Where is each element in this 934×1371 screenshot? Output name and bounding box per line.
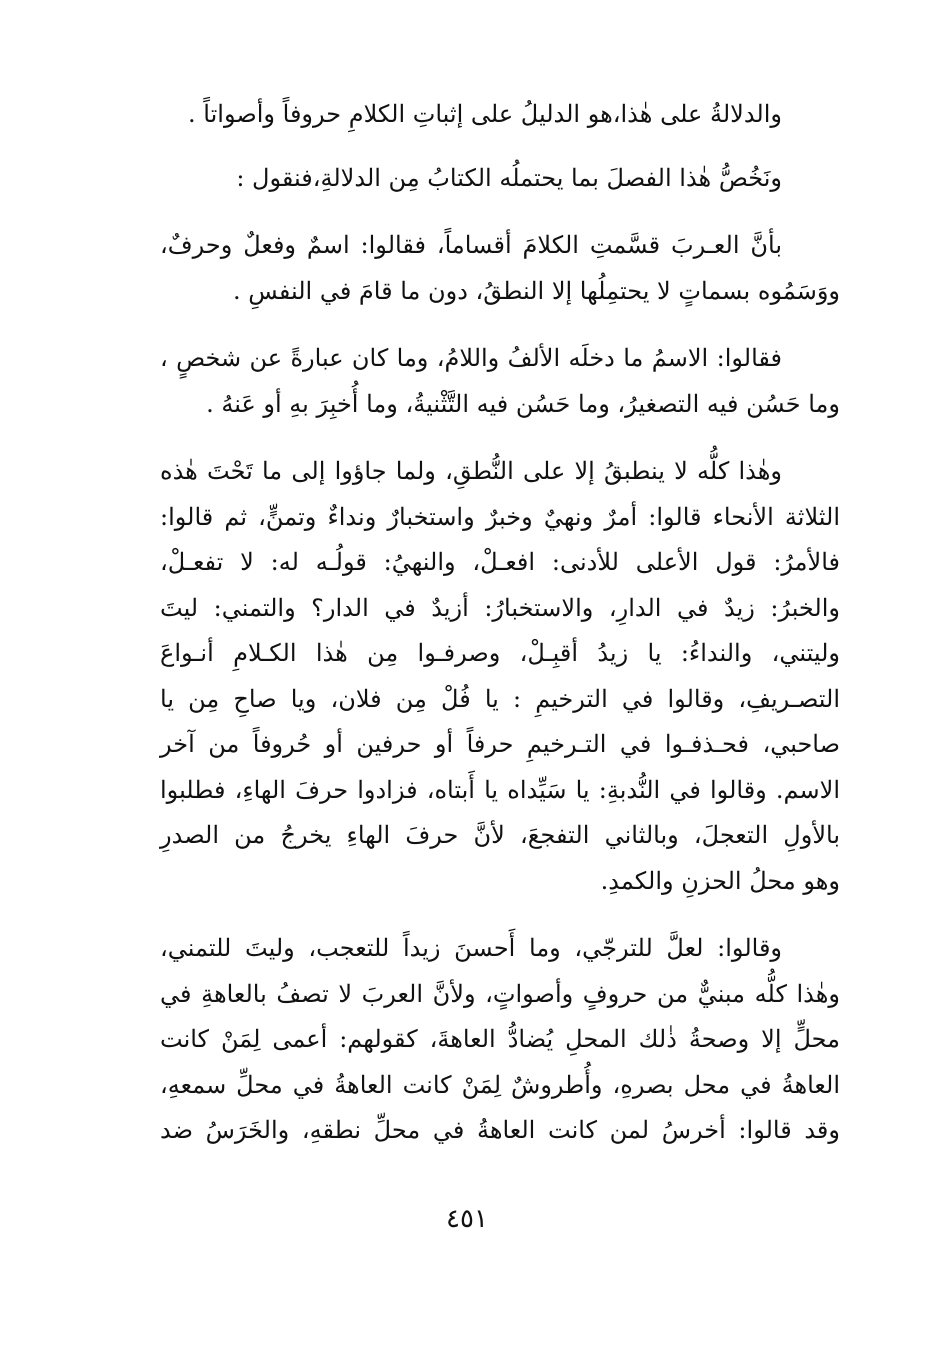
page-body-text (160, 92, 840, 1176)
text-line: بأنَّ العـربَ قسَّمتِ الكلامَ أقساماً، فقالوا: اسمٌ وفعلٌ وحرفٌ، (160, 231, 782, 259)
text-line: وقالوا: لعلَّ للترجّي، وما أَحسنَ زيداً للتعجب، وليتَ للتمني، (160, 934, 782, 962)
text-line: فالأمرُ: قول الأعلى للأدنى: افعـلْ، والنهيُ: قولُـه له: لا تفعـلْ، (160, 548, 840, 576)
page-number: ٤٥١ (446, 1204, 488, 1234)
text-line: محلٍّ إلا وصحةُ ذٰلك المحلِ يُضادُّ العاهةَ، كقولهم: أعمى لِمَنْ كانت (160, 1025, 840, 1053)
text-line: وهو محلُ الحزنِ والكمدِ. (600, 866, 840, 895)
paragraph (160, 92, 840, 138)
text-line: صاحبي، فحـذفـوا في التـرخيمِ حرفاً أو حرفين أو حُروفاً من آخر (160, 730, 840, 758)
paragraph (160, 336, 840, 427)
paragraph (160, 449, 840, 904)
text-line: وليتني، والنداءُ: يا زيدُ أقبِـلْ، وصرفـوا مِن هٰذا الكـلامِ أنـواعَ (160, 639, 840, 667)
text-line: التصـريفِ، وقالوا في الترخيمِ : يا فُلْ مِن فلان، ويا صاحِ مِن يا (160, 684, 840, 713)
text-line: ونَخُصُّ هٰذا الفصلَ بما يحتملُه الكتابُ مِن الدلالةِ،فنقول : (236, 163, 782, 192)
text-line: الاسم. وقالوا في النُّدبةِ: يا سَيِّداه يا أَبتاه، فزادوا حرفَ الهاءِ، فطلبوا (160, 775, 840, 804)
text-line: وهٰذا كلُّه لا ينطبقُ إلا على النُّطقِ، ولما جاؤوا إلى ما تَحْتَ هٰذه (160, 457, 782, 485)
text-line: والدلالةُ على هٰذا،هو الدليلُ على إثباتِ الكلامِ حروفاً وأصواتاً . (188, 100, 782, 128)
text-line: فقالوا: الاسمُ ما دخلَه الألفُ واللامُ، وما كان عبارةً عن شخصٍ ، (160, 344, 782, 372)
text-line: بالأولِ التعجلَ، وبالثاني التفجعَ، لأنَّ حرفَ الهاءِ يخرجُ من الصدرِ (160, 821, 840, 849)
paragraph (160, 926, 840, 1154)
paragraph (160, 156, 840, 202)
text-line: وقد قالوا: أخرسُ لمن كانت العاهةُ في محلِّ نطقهِ، والخَرَسُ ضد (160, 1116, 840, 1144)
text-line: وهٰذا كلُّه مبنيٌّ من حروفٍ وأصواتٍ، ولأنَّ العربَ لا تصفُ بالعاهةِ في (160, 979, 840, 1008)
text-line: والخبرُ: زيدٌ في الدارِ، والاستخبارُ: أزيدٌ في الدار؟ والتمني: ليتَ (160, 593, 840, 622)
text-line: الثلاثة الأنحاء قالوا: أمرٌ ونهيٌ وخبرٌ واستخبارٌ ونداءٌ وتمنٍّ، ثم قالوا: (160, 502, 840, 531)
paragraph (160, 223, 840, 314)
text-line: ووَسَمُوه بسماتٍ لا يحتمِلُها إلا النطقُ، دون ما قامَ في النفسِ . (232, 276, 840, 305)
text-line: وما حَسُن فيه التصغيرُ، وما حَسُن فيه التَّثْنيةُ، وما أُخبِرَ بهِ أو عَنهُ . (206, 389, 840, 418)
text-line: العاهةُ في محل بصرهِ، وأُطروشٌ لِمَنْ كانت العاهةُ في محلِّ سمعهِ، (160, 1070, 840, 1099)
